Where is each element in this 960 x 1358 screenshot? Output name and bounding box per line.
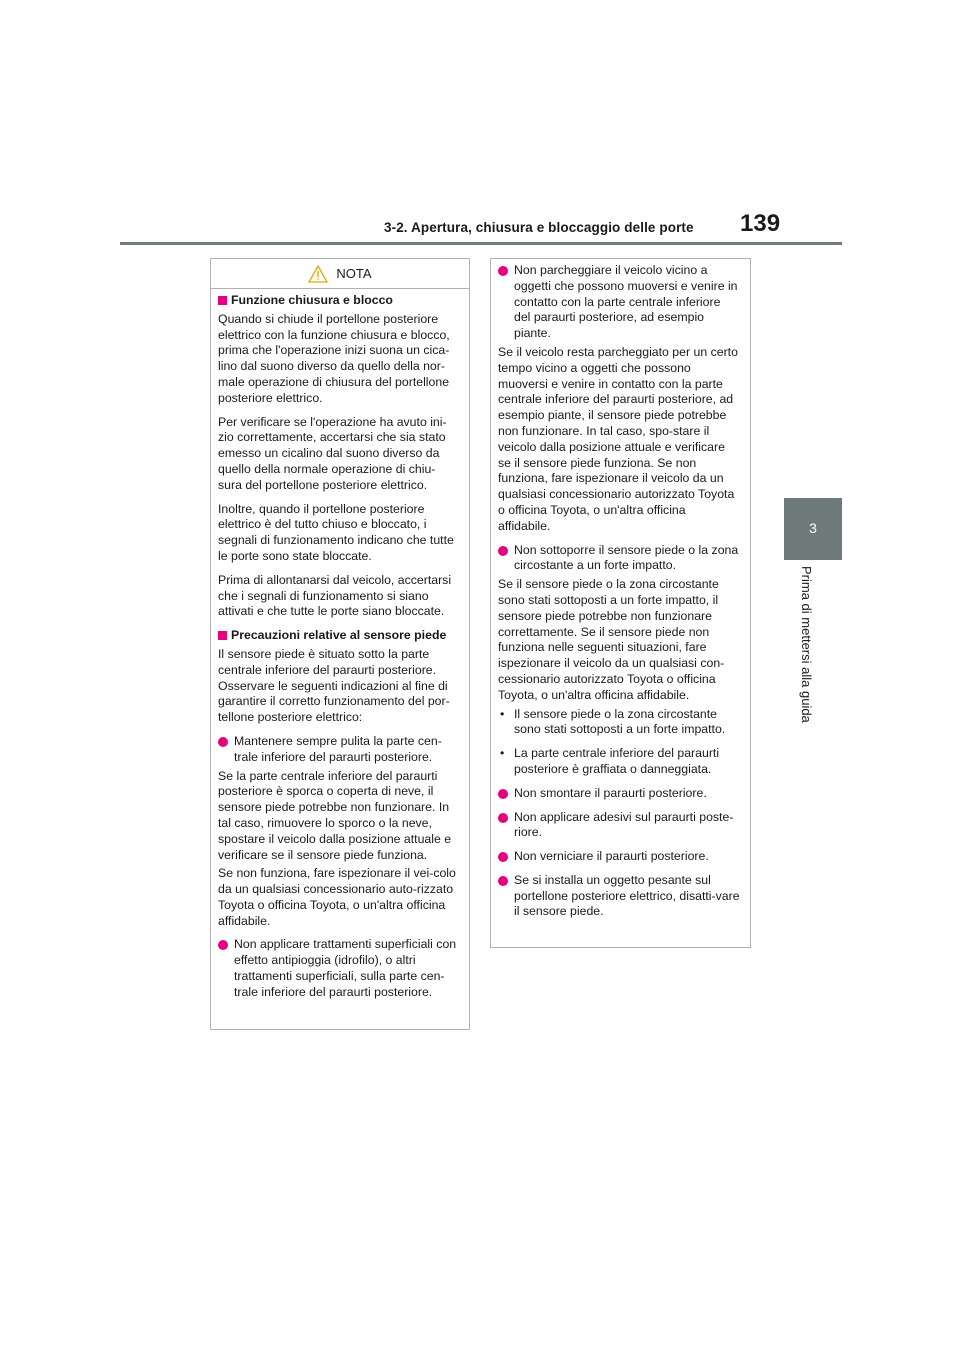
page-number: 139 xyxy=(740,210,781,237)
heading-text: Funzione chiusura e blocco xyxy=(231,293,393,307)
bullet-text: Mantenere sempre pulita la parte cen-trale inferiore del paraurti posteriore. xyxy=(234,733,442,764)
section-title: 3-2. Apertura, chiusura e bloccaggio delle porte xyxy=(384,220,694,235)
header-divider xyxy=(120,242,842,245)
note-title: NOTA xyxy=(336,266,372,281)
note-box-right xyxy=(490,258,751,948)
circle-bullet-icon xyxy=(498,852,508,862)
circle-bullet-icon xyxy=(218,737,228,747)
paragraph: Prima di allontanarsi dal veicolo, accertarsi che i segnali di funzionamento si siano attivati e che tutte le porte siano bloccate. xyxy=(218,572,452,619)
note-body-left xyxy=(211,289,469,1001)
paragraph: Per verificare se l'operazione ha avuto ini-zio correttamente, accertarsi che sia stato emesso un cicalino dal suono diverso da quello della normale operazione di chiu-sura del portellone posteriore elettrico. xyxy=(218,414,447,492)
sub-bullet-text: Il sensore piede o la zona circostante sono stati sottoposti a un forte impatto. xyxy=(514,706,726,737)
circle-bullet-icon xyxy=(498,789,508,799)
bullet-item xyxy=(498,873,740,920)
sub-bullet-item xyxy=(498,746,740,778)
square-bullet-icon xyxy=(218,631,227,640)
bullet-text: Non parcheggiare il veicolo vicino a oggetti che possono muoversi e venire in contatto con la parte centrale inferiore del paraurti posteriore, ad esempio piante. xyxy=(514,263,738,341)
paragraph: Il sensore piede è situato sotto la parte centrale inferiore del paraurti posteriore. Osservare le seguenti indicazioni al fine di garantire il corretto funzionamento del por-tellone posteriore elettrico: xyxy=(218,646,450,725)
paragraph: Se la parte centrale inferiore del paraurti posteriore è sporca o coperta di neve, il sensore piede potrebbe non funzionare. In tal caso, rimuovere lo sporco o la neve, spostare il veicolo dalla posizione attuale e verificare se il sensore piede funziona. xyxy=(218,768,452,862)
bullet-item xyxy=(498,543,740,575)
circle-bullet-icon xyxy=(498,266,508,276)
circle-bullet-icon xyxy=(498,876,508,886)
note-header xyxy=(211,259,469,289)
note-body-right xyxy=(491,259,750,920)
paragraph: Inoltre, quando il portellone posteriore elettrico è del tutto chiuso e bloccato, i segnali di funzionamento indicano che tutte le porte sono state bloccate. xyxy=(218,501,454,563)
section-heading xyxy=(218,628,459,644)
bullet-item xyxy=(218,937,459,1000)
paragraph: Quando si chiude il portellone posteriore elettrico con la funzione chiusura e blocco, prima che l'operazione inizi suona un cica-lino dal suono diverso da quello della nor-male operazione di chiusura del portellone posteriore elettrico. xyxy=(218,311,450,405)
circle-bullet-icon xyxy=(498,813,508,823)
circle-bullet-icon xyxy=(218,940,228,950)
chapter-title: Prima di mettersi alla guida xyxy=(799,566,814,723)
sub-bullet-item xyxy=(498,707,740,739)
bullet-item xyxy=(498,849,740,865)
sub-bullet-marker: • xyxy=(500,746,505,761)
sub-bullet-text: La parte centrale inferiore del paraurti posteriore è graffiata o danneggiata. xyxy=(514,746,720,776)
bullet-text: Non sottoporre il sensore piede o la zona circostante a un forte impatto. xyxy=(514,542,739,573)
sub-bullet-marker: • xyxy=(500,706,505,721)
bullet-text: Non smontare il paraurti posteriore. xyxy=(514,785,707,800)
bullet-item xyxy=(218,734,459,766)
paragraph: Se il sensore piede o la zona circostante sono stati sottoposti a un forte impatto, il sensore piede potrebbe non funzionare correttamente. Se il sensore piede non funziona nelle seguenti situazioni, fare ispezionare il veicolo da un qualsiasi con-cessionario autorizzato Toyota o officina Toyota, o un'altra officina affidabile. xyxy=(498,577,725,702)
bullet-text: Se si installa un oggetto pesante sul portellone posteriore elettrico, disatti-vare il sensore piede. xyxy=(514,872,740,919)
square-bullet-icon xyxy=(218,296,227,305)
caution-triangle-icon xyxy=(308,265,328,283)
bullet-text: Non verniciare il paraurti posteriore. xyxy=(514,849,709,864)
paragraph: Se il veicolo resta parcheggiato per un certo tempo vicino a oggetti che possono muoversi e venire in contatto con la parte centrale inferiore del paraurti posteriore, ad esempio piante, il sensore piede potrebbe non funzionare. In tal caso, spo-stare il veicolo dalla posizione attuale e verificare se il sensore piede funziona. Se non funziona, fare ispezionare il veicolo da un qualsiasi concessionario autorizzato Toyota o officina Toyota, o un'altra officina affidabile. xyxy=(498,344,738,533)
circle-bullet-icon xyxy=(498,546,508,556)
bullet-text: Non applicare trattamenti superficiali con effetto antipioggia (idrofilo), o altri trattamenti superficiali, sulla parte cen-trale inferiore del paraurti posteriore. xyxy=(234,937,457,999)
bullet-item xyxy=(498,263,740,342)
chapter-divider xyxy=(784,558,842,560)
heading-text: Precauzioni relative al sensore piede xyxy=(231,628,447,643)
bullet-text: Non applicare adesivi sul paraurti poste-riore. xyxy=(514,809,734,840)
section-heading xyxy=(218,293,459,309)
bullet-item xyxy=(498,786,740,802)
chapter-tab: 3 xyxy=(784,498,842,558)
paragraph: Se non funziona, fare ispezionare il vei-colo da un qualsiasi concessionario auto-rizzato Toyota o officina Toyota, o un'altra officina affidabile. xyxy=(218,866,456,928)
bullet-item xyxy=(498,810,740,842)
note-box-left xyxy=(210,258,470,1030)
